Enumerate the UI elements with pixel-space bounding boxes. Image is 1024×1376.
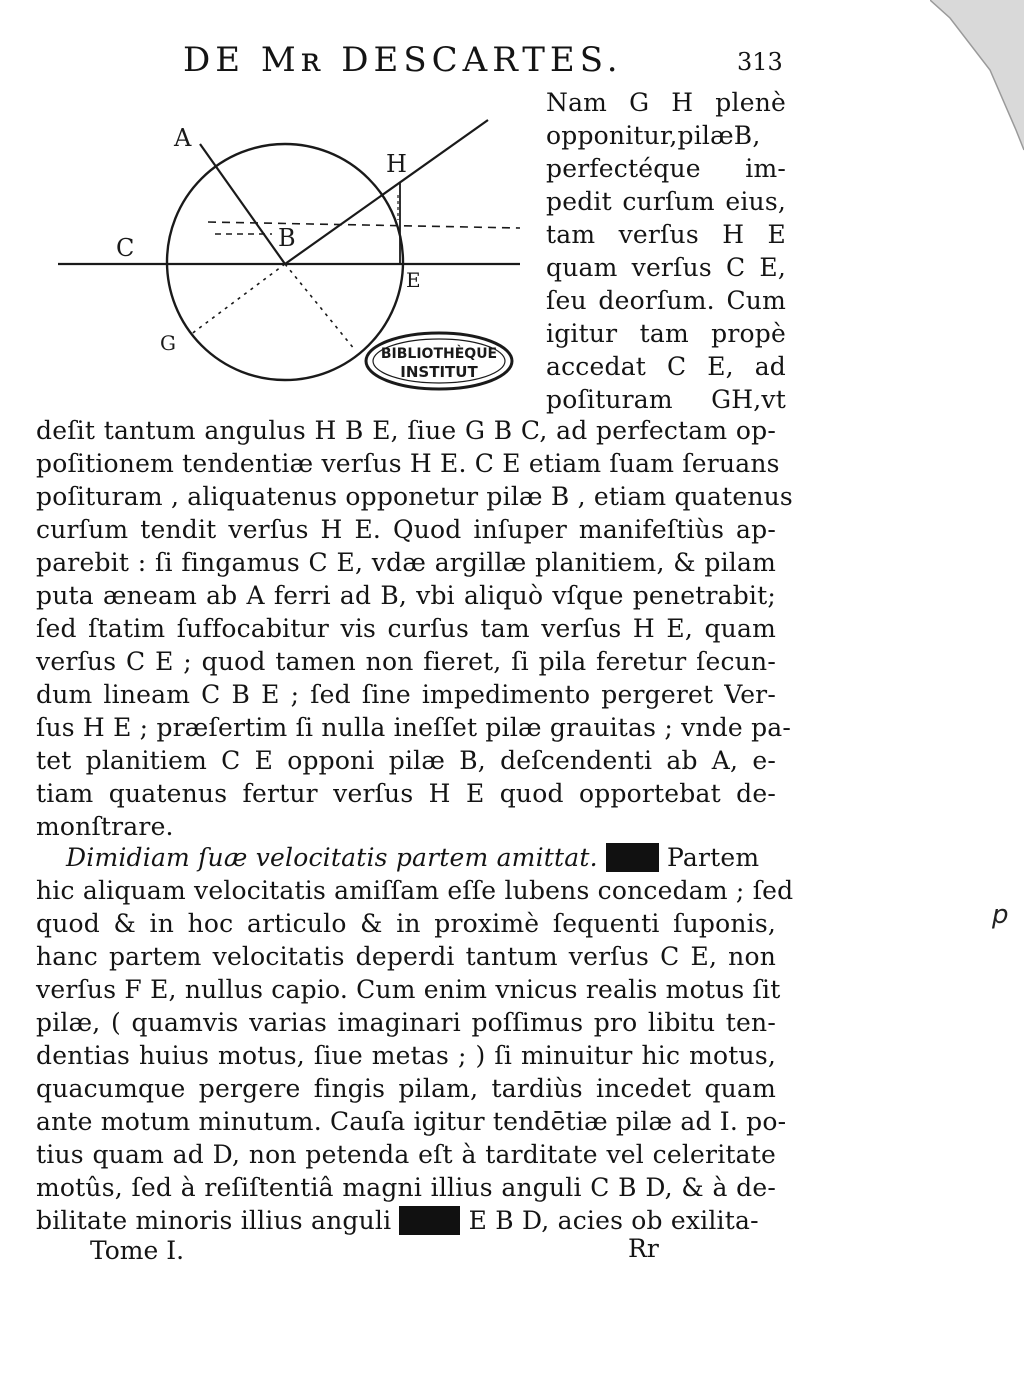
- side-line-8: igitur tam propè: [546, 319, 786, 348]
- paragraph2-line-6: pilæ, ( quamvis varias imaginari poſſimus pro libitu ten-: [36, 1008, 776, 1037]
- paragraph1-line-1: deſit tantum angulus H B E, ſiue G B C, ad perfectam op-: [36, 416, 776, 445]
- paragraph2-line-1: [66, 841, 766, 874]
- paragraph2-last-start: bilitate minoris illius anguli: [36, 1206, 392, 1235]
- running-head-title: DE Mʀ DESCARTES.: [183, 40, 623, 80]
- diagram-label-h: H: [386, 150, 407, 178]
- paragraph2-line-7: dentias huius motus, ſiue metas ; ) ſi minuitur hic motus,: [36, 1041, 776, 1070]
- paragraph2-italic-quote: Dimidiam ſuæ velocitatis partem amittat.: [66, 843, 598, 872]
- paragraph2-line-5: verſus F E, nullus capio. Cum enim vnicus realis motus ſit: [36, 975, 781, 1004]
- paragraph1-line-4: curſum tendit verſus H E. Quod inſuper manifeſtiùs ap-: [36, 515, 776, 544]
- side-line-9: accedat C E, ad: [546, 352, 786, 381]
- stamp-line-2: INSTITUT: [400, 363, 478, 381]
- paragraph1-line-3: poſituram , aliquatenus opponetur pilæ B , etiam quatenus: [36, 482, 793, 511]
- side-line-10: poſituram GH,vt: [546, 385, 786, 414]
- paragraph2-line-4: hanc partem velocitatis deperdi tantum verſus C E, non: [36, 942, 776, 971]
- paragraph2-line-2: hic aliquam velocitatis amiſſam eſſe lubens concedam ; ſed: [36, 876, 794, 905]
- diagram-label-b: B: [278, 224, 296, 252]
- side-line-5: tam verſus H E: [546, 220, 786, 249]
- side-line-6: quam verſus C E,: [546, 253, 786, 282]
- paragraph2-line-12: [36, 1204, 776, 1237]
- side-line-4: pedit curſum eius,: [546, 187, 786, 216]
- diagram-label-a: A: [174, 124, 192, 152]
- paragraph1-line-12: tiam quatenus fertur verſus H E quod opportebat de-: [36, 779, 776, 808]
- paragraph1-line-5: parebit : ſi fingamus C E, vdæ argillæ planitiem, & pilam: [36, 548, 776, 577]
- side-line-3: perfectéque im-: [546, 154, 786, 183]
- paragraph1-line-13: monſtrare.: [36, 812, 174, 841]
- paragraph1-line-6: puta æneam ab A ferri ad B, vbi aliquò vſque penetrabit;: [36, 581, 776, 610]
- paragraph2-line-9: ante motum minutum. Cauſa igitur tendētiæ pilæ ad I. po-: [36, 1107, 787, 1136]
- paragraph2-line-10: tius quam ad D, non petenda eſt à tarditate vel celeritate: [36, 1140, 776, 1169]
- paragraph1-line-2: poſitionem tendentiæ verſus H E. C E etiam ſuam ſeruans: [36, 449, 780, 478]
- side-line-7: ſeu deorſum. Cum: [546, 286, 786, 315]
- paragraph1-line-7: ſed ſtatim ſuffocabitur vis curſus tam verſus H E, quam: [36, 614, 776, 643]
- paragraph2-line-1-rest: Partem: [666, 843, 760, 872]
- diagram-line-bh: [285, 120, 488, 264]
- ink-blot: [606, 843, 659, 872]
- paragraph2-line-8: quacumque pergere fingis pilam, tardiùs incedet quam: [36, 1074, 776, 1103]
- stamp-line-1: BIBLIOTHÈQUE: [380, 346, 498, 362]
- paragraph1-line-11: tet planitiem C E opponi pilæ B, deſcendenti ab A, e-: [36, 746, 776, 775]
- side-line-1: Nam G H plenè: [546, 88, 786, 117]
- diagram-dotted-bg: [190, 264, 285, 335]
- paragraph1-line-8: verſus C E ; quod tamen non fieret, ſi pila feretur ſecun-: [36, 647, 776, 676]
- diagram-label-c: C: [116, 234, 135, 262]
- library-stamp: [362, 330, 516, 392]
- footer-signature: Rr: [628, 1234, 659, 1263]
- page-number: 313: [737, 48, 783, 76]
- paragraph2-last-end: E B D, acies ob exilita-: [468, 1206, 759, 1235]
- diagram-dotted-bi: [285, 264, 355, 350]
- diagram-line-ab: [200, 144, 285, 264]
- side-line-2: opponitur,pilæB,: [546, 121, 761, 150]
- paragraph2-line-11: motûs, ſed à reſiſtentiâ magni illius anguli C B D, & à de-: [36, 1173, 776, 1202]
- paragraph1-line-10: ſus H E ; præſertim ſi nulla ineſſet pilæ grauitas ; vnde pa-: [36, 713, 792, 742]
- paragraph2-line-3: quod & in hoc articulo & in proximè ſequenti ſuponis,: [36, 909, 776, 938]
- margin-note: p: [992, 900, 1009, 930]
- footer-volume: Tome I.: [90, 1236, 185, 1265]
- scan-edge-shadow: [930, 0, 1024, 160]
- diagram-label-g: G: [160, 331, 176, 355]
- diagram-dashed-upper: [208, 222, 520, 228]
- paragraph1-line-9: dum lineam C B E ; ſed ſine impedimento pergeret Ver-: [36, 680, 776, 709]
- ink-blot-2: [399, 1206, 460, 1235]
- diagram-label-e: E: [406, 268, 421, 292]
